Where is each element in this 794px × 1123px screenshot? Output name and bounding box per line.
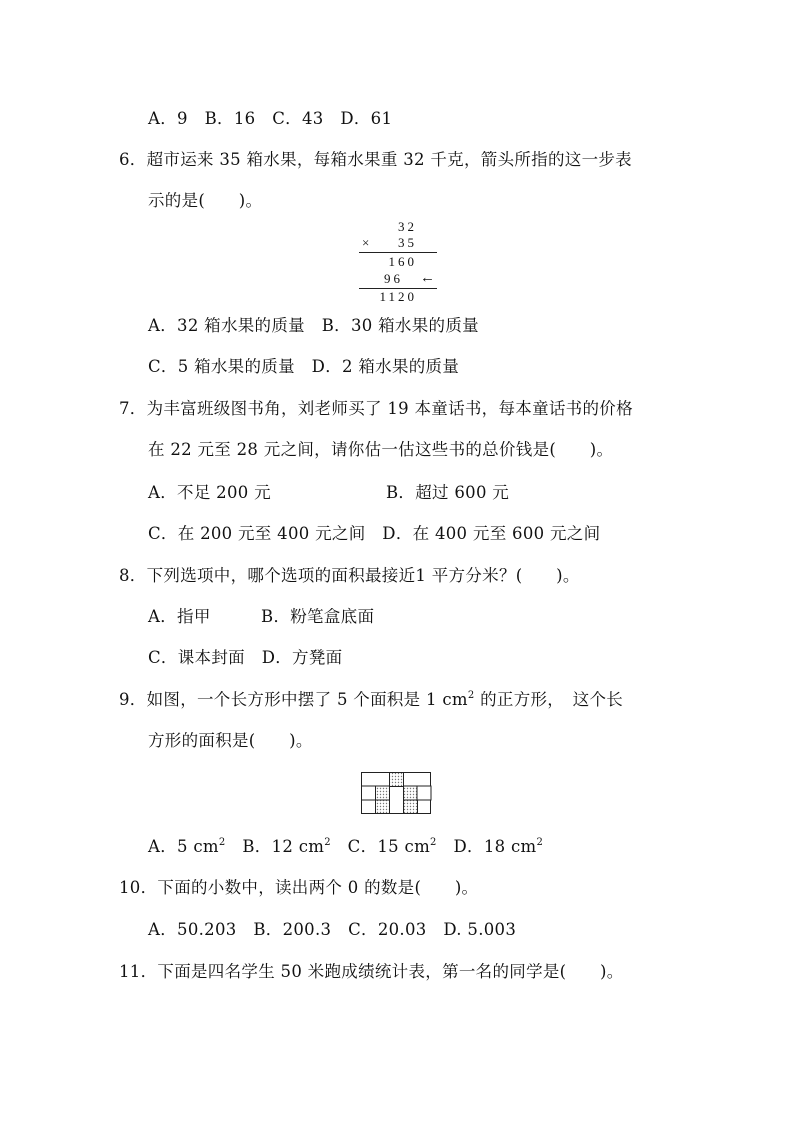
square-3 bbox=[390, 773, 404, 787]
q7-stem-line2: 在 22 元至 28 元之间，请你估一估这些书的总价钱是( )。 bbox=[148, 440, 614, 459]
q6-options-ab: A．32 箱水果的质量 B．30 箱水果的质量 bbox=[148, 316, 479, 335]
q7-option-b: B．超过 600 元 bbox=[386, 483, 510, 502]
superscript-b: 2 bbox=[324, 837, 331, 848]
calc-partial-product-1: 160 bbox=[388, 254, 417, 269]
calc-multiplicand: 32 bbox=[398, 219, 417, 234]
q9-option-b: B．12 cm bbox=[225, 837, 325, 856]
calc-times-sign: × bbox=[362, 235, 370, 250]
rectangle-squares-figure bbox=[361, 772, 433, 816]
q8-options-cd: C．课本封面 D．方凳面 bbox=[148, 648, 343, 667]
q5-options: A．9 B．16 C．43 D．61 bbox=[148, 109, 393, 128]
multiplication-calculation bbox=[355, 219, 439, 305]
q9-stem-part1: 9．如图，一个长方形中摆了 5 个面积是 1 cm bbox=[119, 690, 468, 709]
superscript-a: 2 bbox=[218, 837, 226, 848]
q9-stem-line2: 方形的面积是( )。 bbox=[148, 731, 313, 750]
q7-option-a: A．不足 200 元 bbox=[148, 483, 271, 502]
calc-product: 1120 bbox=[379, 289, 417, 304]
calc-multiplier: 35 bbox=[398, 235, 417, 250]
square-5 bbox=[417, 786, 431, 800]
q6-options-cd: C．5 箱水果的质量 D．2 箱水果的质量 bbox=[148, 357, 460, 376]
square-2 bbox=[376, 786, 390, 800]
q8-options-ab: A．指甲 B．粉笔盒底面 bbox=[148, 607, 375, 626]
q9-superscript: 2 bbox=[467, 690, 475, 701]
square-6 bbox=[376, 800, 390, 814]
q7-stem-line1: 7．为丰富班级图书角，刘老师买了 19 本童话书，每本童话书的价格 bbox=[119, 399, 633, 418]
square-1 bbox=[362, 786, 376, 800]
square-4 bbox=[404, 786, 418, 800]
superscript-c: 2 bbox=[430, 837, 437, 848]
q11-stem: 11．下面是四名学生 50 米跑成绩统计表，第一名的同学是( )。 bbox=[119, 962, 624, 981]
q9-option-d: D．18 cm bbox=[436, 837, 537, 856]
q7-options-cd: C．在 200 元至 400 元之间 D．在 400 元至 600 元之间 bbox=[148, 524, 601, 543]
square-7 bbox=[404, 800, 418, 814]
q9-stem-line1 bbox=[119, 689, 623, 711]
q9-option-c: C．15 cm bbox=[330, 837, 431, 856]
q6-stem-line1: 6．超市运来 35 箱水果，每箱水果重 32 千克，箭头所指的这一步表 bbox=[119, 150, 632, 169]
q8-stem: 8．下列选项中，哪个选项的面积最接近1 平方分米？( )。 bbox=[119, 566, 580, 585]
q9-option-a: A．5 cm bbox=[148, 837, 219, 856]
calc-partial-product-2: 96 bbox=[384, 271, 403, 286]
q9-options bbox=[148, 836, 543, 858]
q6-stem-line2: 示的是( )。 bbox=[148, 191, 263, 210]
arrow-icon: ← bbox=[420, 270, 435, 286]
q9-stem-part2: 的正方形， 这个长 bbox=[474, 690, 624, 709]
calc-rule-1 bbox=[359, 252, 437, 253]
q10-options: A．50.203 B．200.3 C．20.03 D. 5.003 bbox=[148, 920, 517, 939]
q10-stem: 10．下面的小数中，读出两个 0 的数是( )。 bbox=[119, 878, 479, 897]
superscript-d: 2 bbox=[536, 837, 544, 848]
